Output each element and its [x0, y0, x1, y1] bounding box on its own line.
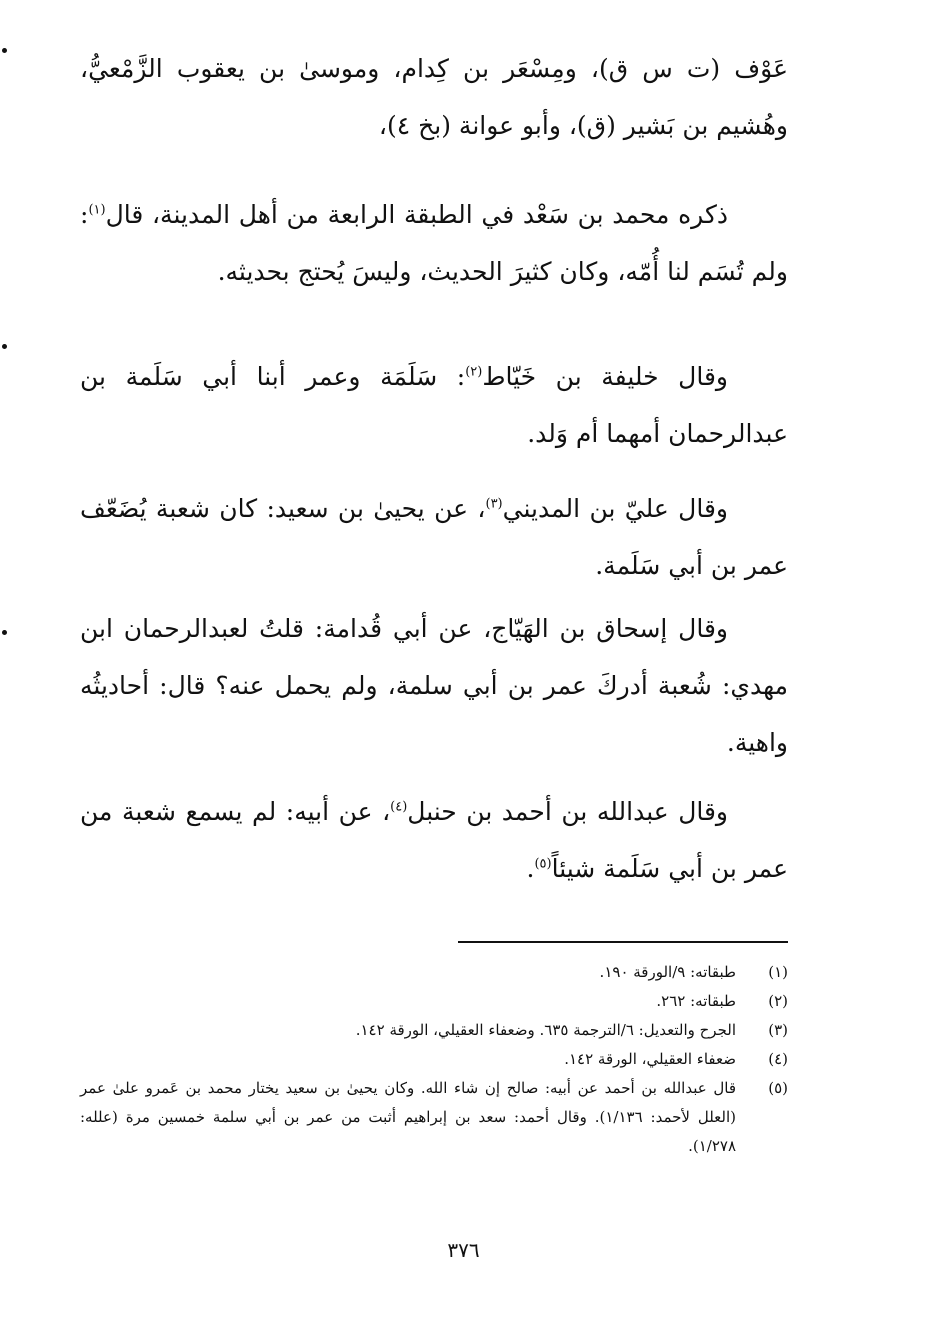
footnote-separator [458, 941, 788, 943]
footnote-text: ضعفاء العقيلي، الورقة ١٤٢. [564, 1050, 736, 1068]
paragraph: وقال خليفة بن خَيّاط$^{(٢)}$: سَلَمَة وعمر أبنا أبي سَلَمة بن عبدالرحمان أمهما أم وَلد. [80, 362, 788, 448]
margin-dot [2, 48, 7, 53]
footnote-number: (١) [768, 963, 788, 981]
footnote-item [80, 1074, 788, 1161]
footnote-number: (٤) [768, 1050, 788, 1068]
page-number: ٣٧٦ [447, 1238, 480, 1262]
footnotes [80, 958, 788, 1161]
footnote-text: طبقاته: ٢٦٢. [656, 992, 736, 1010]
footnote-marker[interactable]: (٤) [390, 799, 408, 815]
footnote-item [80, 987, 788, 1016]
footnote-text: طبقاته: ٩/الورقة ١٩٠. [599, 963, 736, 981]
footnote-number: (٣) [768, 1021, 788, 1039]
footnote-item [80, 1016, 788, 1045]
footnote-number: (٥) [768, 1079, 788, 1097]
footnote-text: الجرح والتعديل: ٦/الترجمة ٦٣٥. وضعفاء العقيلي، الورقة ١٤٢. [355, 1021, 736, 1039]
margin-dot [2, 630, 7, 635]
paragraph: ذكره محمد بن سَعْد في الطبقة الرابعة من أهل المدينة، قال$^{(١)}$: ولم تُسَم لنا أُمّه، وكان كثيرَ الحديث، وليسَ يُحتج بحديثه. [80, 200, 788, 286]
paragraph: وقال إسحاق بن الهَيّاج، عن أبي قُدامة: قلتُ لعبدالرحمان ابن مهدي: شُعبة أدركَ عمر بن أبي سلمة، ولم يحمل عنه؟ قال: أحاديثُه واهية. [80, 614, 788, 757]
margin-dot [2, 344, 7, 349]
paragraph: عَوْف (ت س ق)، ومِسْعَر بن كِدام، وموسىٰ بن يعقوب الزَّمْعيُّ، وهُشيم بن بَشير (ق)، وأبو عوانة (بخ ٤)، [80, 54, 788, 140]
footnote-text: قال عبدالله بن أحمد عن أبيه: صالح إن شاء الله. وكان يحيىٰ بن سعيد يختار محمد بن عَمرو علىٰ عمر (العلل لأحمد: ١/١٣٦). وقال أحمد: سعد بن إبراهيم أثبت من عمر بن أبي سلمة خمسين مرة (علله: ١/٢٧٨). [80, 1079, 736, 1155]
footnote-item [80, 1045, 788, 1074]
footnote-item [80, 958, 788, 987]
footnote-marker[interactable]: (٥) [534, 856, 552, 872]
footnote-number: (٢) [768, 992, 788, 1010]
paragraph: وقال عليّ بن المديني$^{(٣)}$، عن يحيىٰ بن سعيد: كان شعبة يُضَعّف عمر بن أبي سَلَمة. [80, 494, 788, 580]
paragraph: وقال عبدالله بن أحمد بن حنبل$^{(٤)}$، عن أبيه: لم يسمع شعبة من عمر بن أبي سَلَمة شيئاً$^{(٥)}$. [80, 797, 788, 883]
footnote-marker[interactable]: (٢) [465, 364, 483, 380]
footnote-marker[interactable]: (١) [88, 202, 106, 218]
footnote-marker[interactable]: (٣) [485, 496, 503, 512]
